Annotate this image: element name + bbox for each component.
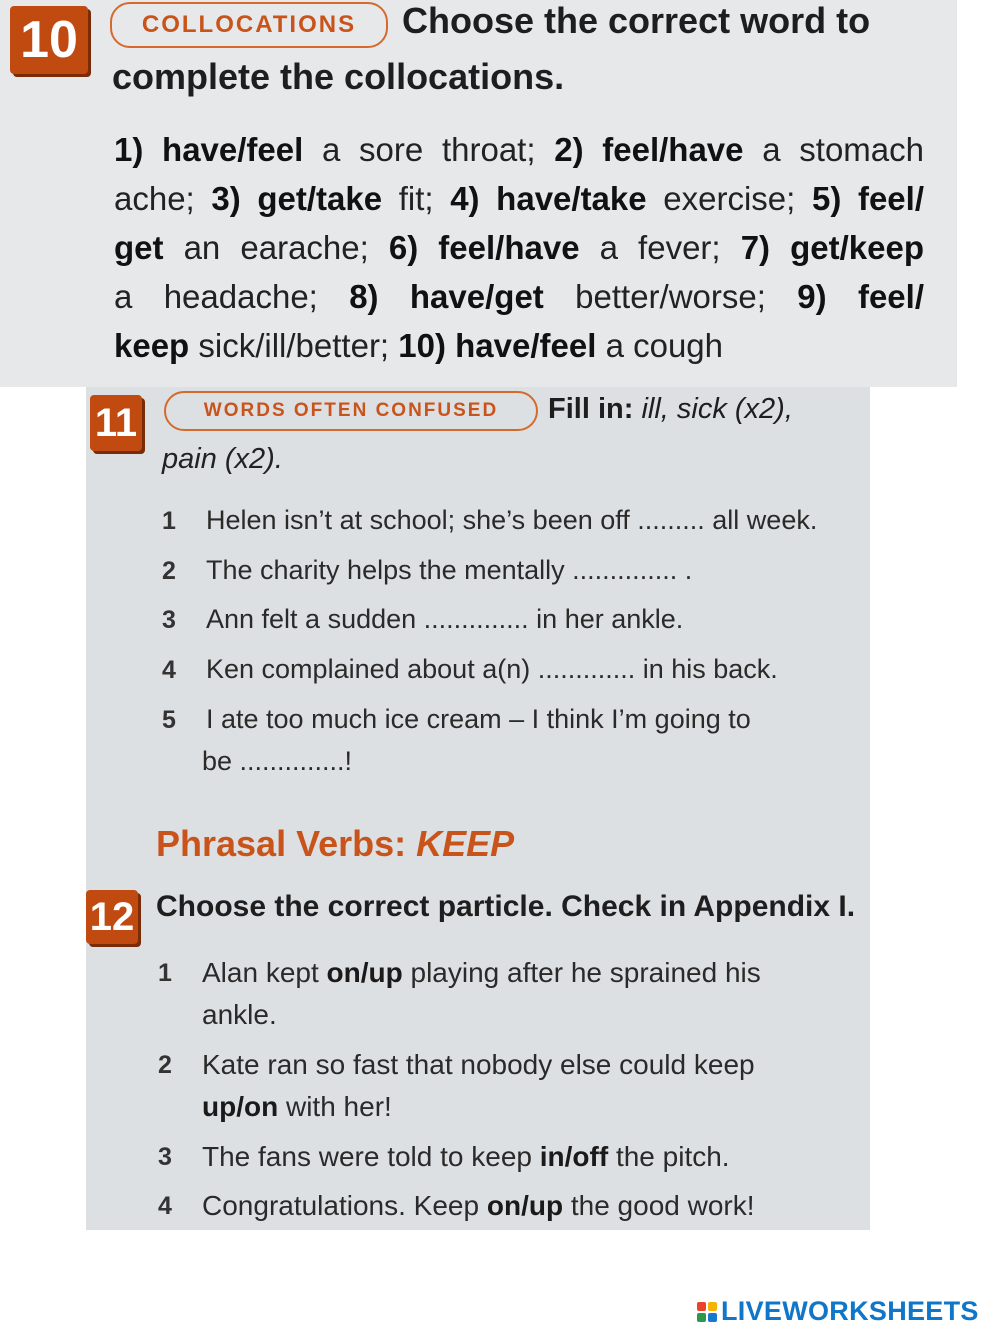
item-sentence-cont	[202, 999, 277, 1031]
answer-choice: get	[114, 229, 164, 266]
sentence-text: Kate ran so fast that nobody else could keep	[202, 1049, 755, 1080]
answer-choice: on/up	[486, 1190, 564, 1221]
exercise-tag: WORDS OFTEN CONFUSED	[164, 391, 538, 431]
sentence-text: better/worse;	[543, 278, 798, 315]
answer-choice: 3) get/take	[211, 180, 383, 217]
item-sentence: I ate too much ice cream – I think I’m going to	[206, 704, 751, 734]
item-number: 3	[158, 1143, 172, 1171]
item-sentence	[202, 1141, 730, 1173]
exercise-11-12-panel	[86, 387, 870, 1230]
sentence-text: ache;	[114, 180, 212, 217]
exercise-number-badge: 10	[10, 6, 88, 74]
item-number: 2	[158, 1051, 172, 1079]
answer-choice: 2) feel/have	[554, 131, 744, 168]
collocation-paragraph	[114, 125, 924, 370]
word-list-line2: pain (x2).	[162, 443, 283, 475]
answer-choice: 6) feel/have	[388, 229, 580, 266]
answer-choice: 10) have/feel	[398, 327, 597, 364]
item-number: 1	[158, 959, 172, 987]
item-sentence: Helen isn’t at school; she’s been off ......... all week.	[206, 505, 818, 535]
sentence-text: ankle.	[202, 999, 277, 1030]
logo-square	[697, 1313, 706, 1322]
exercise-instruction: Choose the correct word to	[402, 0, 871, 41]
answer-choice: 1) have/feel	[114, 131, 304, 168]
sentence-text: a sore throat;	[303, 131, 555, 168]
paragraph-line	[114, 174, 924, 223]
logo-square	[708, 1313, 717, 1322]
exercise-10-panel	[0, 0, 957, 387]
answer-choice: in/off	[539, 1141, 609, 1172]
paragraph-line	[114, 272, 924, 321]
brand-logo	[697, 1296, 979, 1327]
answer-choice: 5) feel/	[811, 180, 924, 217]
sentence-text: the good work!	[563, 1190, 755, 1221]
sentence-text: a stomach	[743, 131, 924, 168]
sentence-text: an earache;	[163, 229, 389, 266]
exercise-number-badge: 12	[86, 890, 138, 944]
sentence-text: fit;	[382, 180, 451, 217]
sentence-text: a headache;	[114, 278, 350, 315]
item-sentence	[202, 1049, 755, 1081]
logo-square	[708, 1302, 717, 1311]
paragraph-line	[114, 223, 924, 272]
item-sentence	[202, 957, 761, 989]
answer-choice: keep	[114, 327, 190, 364]
answer-choice: up/on	[202, 1091, 279, 1122]
instruction-label: Fill in:	[548, 393, 634, 425]
item-number: 4	[162, 656, 176, 684]
section-heading	[156, 823, 514, 865]
item-sentence: Ken complained about a(n) ............. in his back.	[206, 654, 778, 684]
item-number: 3	[162, 606, 176, 634]
exercise-instruction: Choose the correct particle. Check in Appendix I.	[156, 890, 856, 923]
sentence-text: The fans were told to keep	[202, 1141, 540, 1172]
brand-logo-icon	[697, 1302, 717, 1322]
sentence-text: a fever;	[579, 229, 741, 266]
sentence-text: exercise;	[646, 180, 812, 217]
item-sentence-cont	[202, 1091, 392, 1123]
logo-square	[697, 1302, 706, 1311]
item-number: 2	[162, 557, 176, 585]
sentence-text: a cough	[596, 327, 724, 364]
item-number: 4	[158, 1192, 172, 1220]
item-number: 5	[162, 706, 176, 734]
brand-logo-text: LIVEWORKSHEETS	[721, 1296, 979, 1326]
sentence-text: with her!	[278, 1091, 392, 1122]
section-heading-word: KEEP	[416, 823, 515, 864]
sentence-text: sick/ill/better;	[189, 327, 399, 364]
sentence-text: playing after he sprained his	[402, 957, 761, 988]
exercise-instruction-line2: complete the collocations.	[112, 56, 565, 97]
item-sentence: The charity helps the mentally .............. .	[206, 555, 693, 585]
answer-choice: 8) have/get	[349, 278, 544, 315]
paragraph-line	[114, 321, 924, 370]
item-sentence: Ann felt a sudden .............. in her ankle.	[206, 604, 684, 634]
item-sentence	[202, 1190, 755, 1222]
exercise-number-badge: 11	[90, 395, 142, 451]
exercise-instruction	[548, 393, 793, 426]
item-sentence-cont: be ..............!	[202, 746, 353, 776]
sentence-text: the pitch.	[608, 1141, 730, 1172]
sentence-text: Congratulations. Keep	[202, 1190, 487, 1221]
section-heading-prefix: Phrasal Verbs:	[156, 823, 417, 864]
answer-choice: 7) get/keep	[740, 229, 924, 266]
answer-choice: 9) feel/	[797, 278, 924, 315]
word-list: ill, sick (x2),	[641, 393, 793, 425]
sentence-text: Alan kept	[202, 957, 327, 988]
answer-choice: 4) have/take	[450, 180, 647, 217]
exercise-tag: COLLOCATIONS	[110, 2, 388, 48]
answer-choice: on/up	[326, 957, 403, 988]
item-number: 1	[162, 507, 176, 535]
paragraph-line	[114, 125, 924, 174]
